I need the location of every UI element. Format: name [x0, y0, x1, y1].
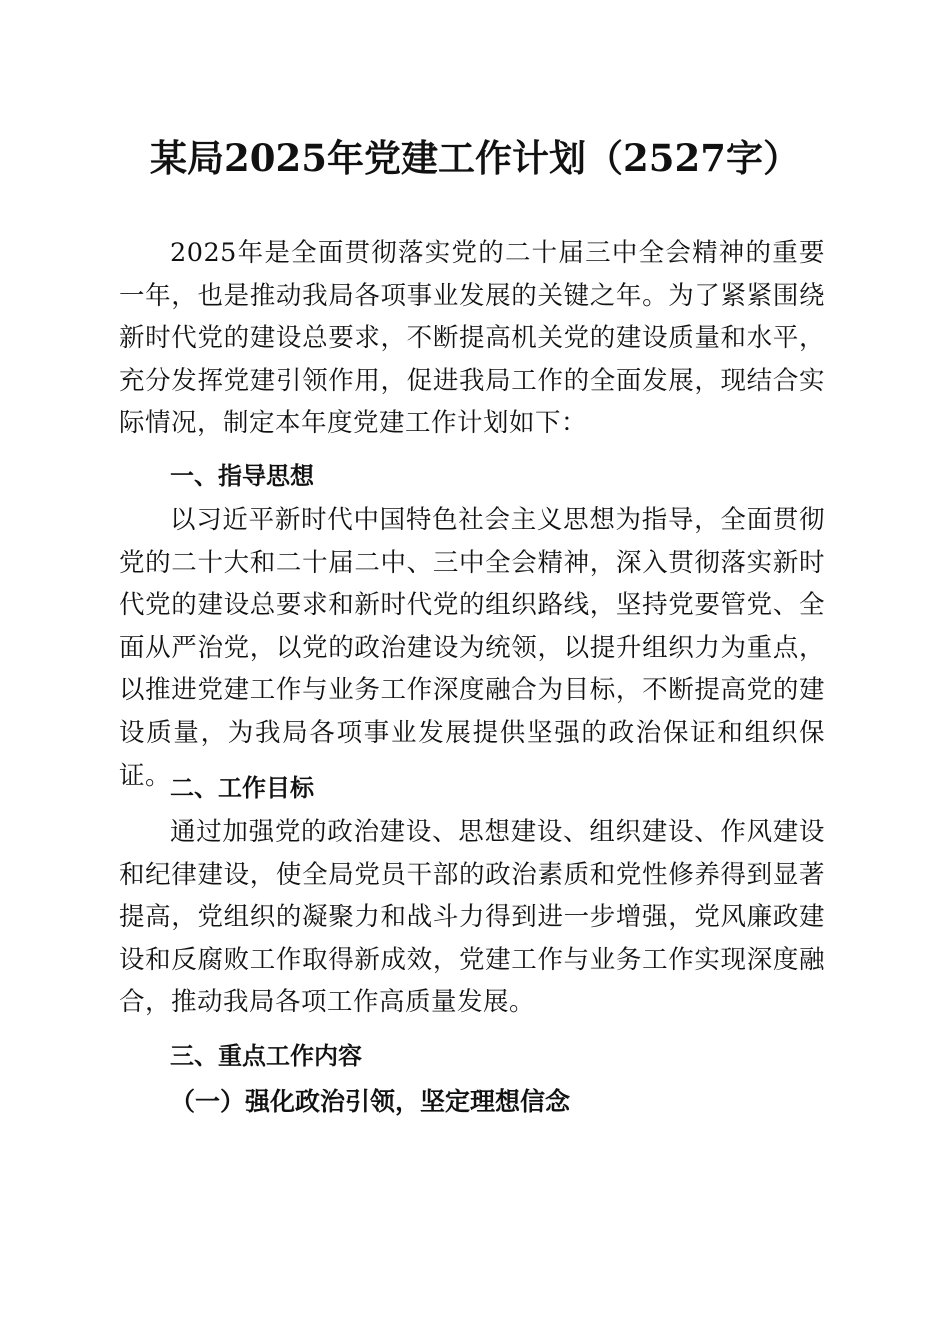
section-heading-key-work: 三、重点工作内容 [170, 1042, 362, 1070]
section-paragraph-guiding-ideology: 以习近平新时代中国特色社会主义思想为指导，全面贯彻党的二十大和二十届二中、三中全会精神，深入贯彻落实新时代党的建设总要求和新时代党的组织路线，坚持党要管党、全面从严治党，以党的政治建设为统领，以提升组织力为重点，以推进党建工作与业务工作深度融合为目标，不断提高党的建设质量，为我局各项事业发展提供坚强的政治保证和组织保证。 [119, 505, 825, 791]
intro-paragraph: 2025年是全面贯彻落实党的二十届三中全会精神的重要一年，也是推动我局各项事业发展的关键之年。为了紧紧围绕新时代党的建设总要求，不断提高机关党的建设质量和水平，充分发挥党建引领作用，促进我局工作的全面发展，现结合实际情况，制定本年度党建工作计划如下： [119, 238, 825, 439]
section-heading-work-goals: 二、工作目标 [170, 774, 314, 802]
section-heading-guiding-ideology: 一、指导思想 [170, 462, 314, 490]
document-title: 某局2025年党建工作计划（2527字） [150, 136, 800, 180]
subsection-heading-political-leadership: （一）强化政治引领，坚定理想信念 [170, 1087, 571, 1116]
section-paragraph-work-goals: 通过加强党的政治建设、思想建设、组织建设、作风建设和纪律建设，使全局党员干部的政治素质和党性修养得到显著提高，党组织的凝聚力和战斗力得到进一步增强，党风廉政建设和反腐败工作取得新成效，党建工作与业务工作实现深度融合，推动我局各项工作高质量发展。 [119, 817, 825, 1018]
